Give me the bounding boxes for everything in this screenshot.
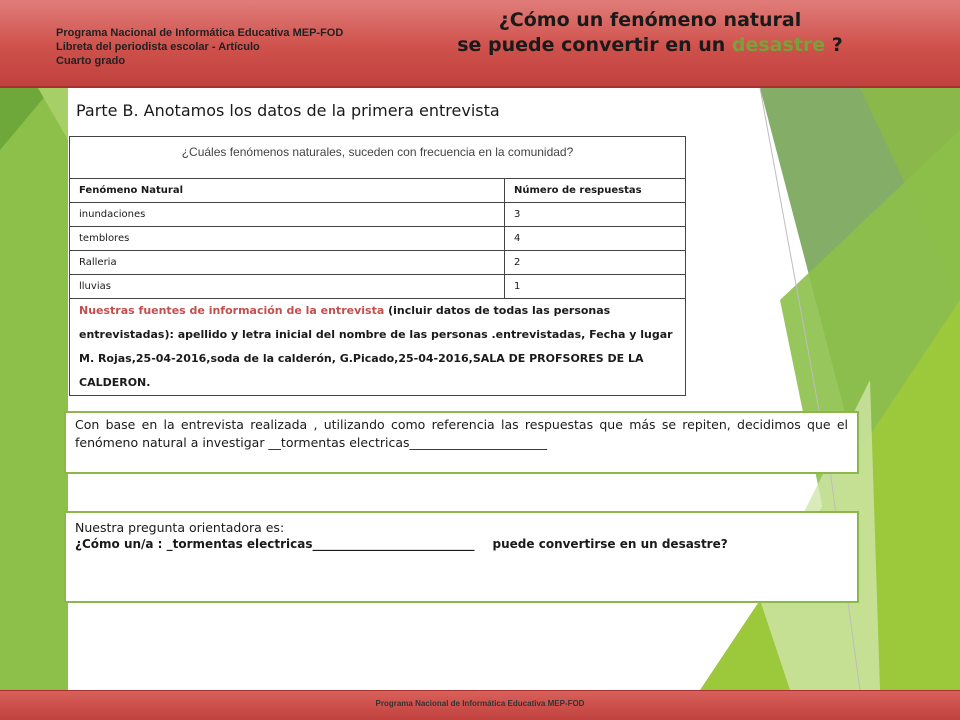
table-row: [70, 203, 686, 227]
table-row: [70, 275, 686, 299]
phenomenon-cell: Ralleria: [70, 251, 505, 275]
title-line-2: [420, 33, 880, 58]
header-banner: [0, 0, 960, 88]
guiding-question-label: Nuestra pregunta orientadora es:: [75, 520, 285, 535]
count-cell: 2: [505, 251, 686, 275]
phenomenon-cell: temblores: [70, 227, 505, 251]
count-cell: 4: [505, 227, 686, 251]
header-info-line: Libreta del periodista escolar - Artículo: [56, 41, 260, 53]
interview-table: [69, 136, 686, 396]
count-cell: 3: [505, 203, 686, 227]
header-info-line: Cuarto grado: [56, 55, 126, 67]
footer-text: Programa Nacional de Informática Educativa MEP-FOD: [375, 699, 585, 708]
table-row: [70, 227, 686, 251]
footer-banner: [0, 690, 960, 720]
count-cell: 1: [505, 275, 686, 299]
title-line-2-suffix: ?: [825, 34, 843, 56]
table-question: ¿Cuáles fenómenos naturales, suceden con frecuencia en la comunidad?: [70, 137, 686, 179]
sources-text: (incluir datos de todas las personas entrevistadas): apellido y letra inicial del nombre de las personas .entrevistadas, Fecha y lugar M. Rojas,25-04-2016,soda de la calderón, G.Picado,25-04-2016,SALA DE PROFSORES DE LA CALDERON.: [79, 304, 673, 389]
table-row: [70, 251, 686, 275]
phenomenon-cell: inundaciones: [70, 203, 505, 227]
title-line-1: ¿Cómo un fenómeno natural: [498, 9, 802, 31]
phenomenon-cell: lluvias: [70, 275, 505, 299]
guiding-question-text: [75, 536, 848, 553]
left-green-band: [0, 88, 68, 690]
decision-text: Con base en la entrevista realizada , utilizando como referencia las respuestas que más se repiten, decidimos que el fenómeno natural a investigar __tormentas electricas______________________: [75, 417, 848, 450]
column-header-phenomenon: Fenómeno Natural: [70, 179, 505, 203]
guiding-question-prefix: ¿Cómo un/a : _tormentas electricas___________________________: [75, 537, 475, 551]
title-line-2-prefix: se puede convertir en un: [457, 34, 732, 56]
title-accent-word: desastre: [731, 34, 826, 56]
decision-box: [64, 411, 859, 474]
page-title: [420, 8, 880, 58]
guiding-question-suffix: puede convertirse en un desastre?: [492, 537, 728, 551]
interview-sources: [70, 299, 686, 396]
section-heading: Parte B. Anotamos los datos de la primera entrevista: [76, 101, 500, 120]
guiding-question-box: [64, 511, 859, 603]
sources-label: Nuestras fuentes de información de la entrevista: [79, 304, 385, 317]
column-header-responses: Número de respuestas: [505, 179, 686, 203]
header-program-info: [56, 26, 343, 68]
header-info-line: Programa Nacional de Informática Educativa MEP-FOD: [56, 27, 344, 39]
